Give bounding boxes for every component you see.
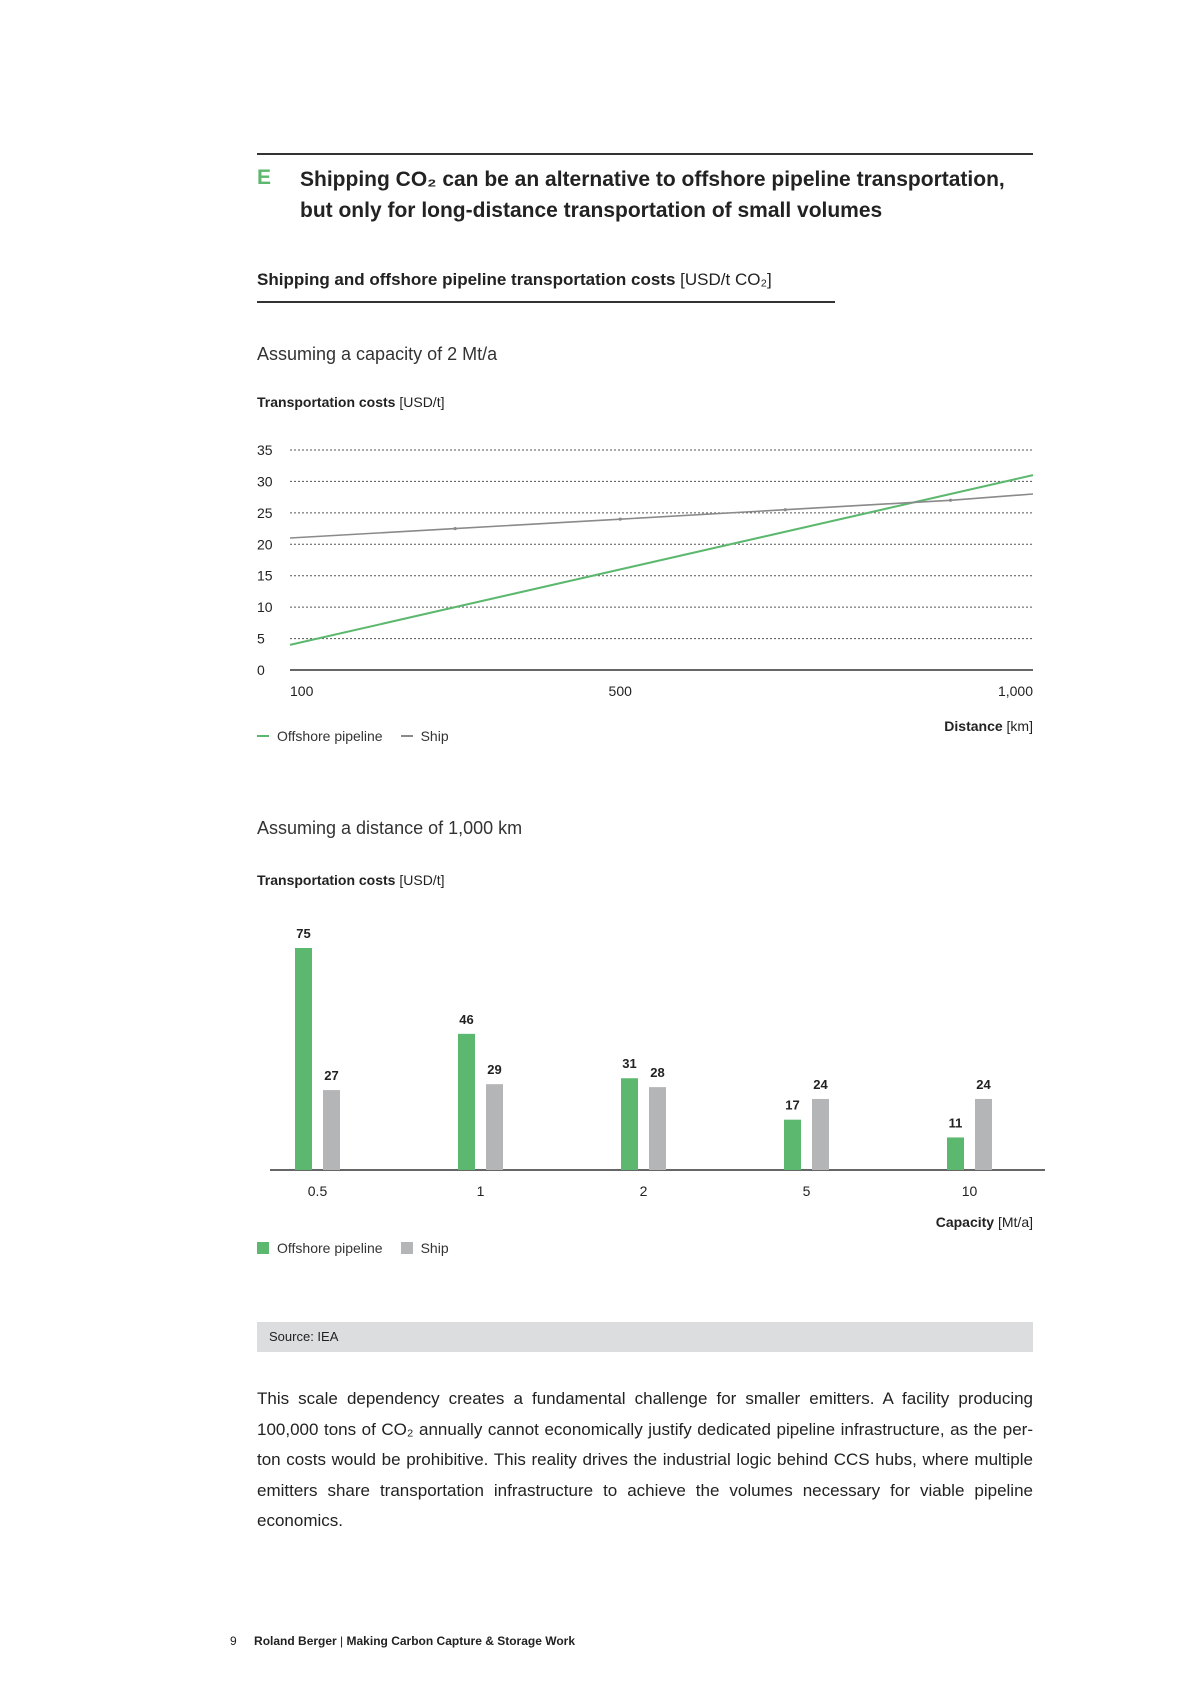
line-chart-ylabel-bold: Transportation costs	[257, 394, 396, 410]
footer-brand: Roland Berger	[254, 1634, 337, 1648]
source-text: Source: IEA	[269, 1329, 339, 1344]
chart-subtitle	[257, 270, 772, 290]
bar-chart-ylabel-bold: Transportation costs	[257, 872, 396, 888]
bar-ship	[812, 1099, 829, 1170]
section-label-distance: Assuming a distance of 1,000 km	[257, 818, 523, 838]
series-point-ship	[619, 518, 622, 521]
y-tick-label: 15	[257, 567, 273, 584]
line-chart-xlabel-unit: [km]	[1006, 718, 1033, 734]
line-chart	[0, 430, 1200, 730]
section-label-capacity: Assuming a capacity of 2 Mt/a	[257, 344, 498, 364]
legend-item-ship	[401, 1240, 449, 1256]
bar-ship	[975, 1099, 992, 1170]
x-tick-label: 500	[608, 683, 632, 699]
legend-label: Offshore pipeline	[277, 728, 383, 744]
legend-label: Ship	[420, 1240, 449, 1256]
bar-offshore-pipeline	[458, 1034, 475, 1170]
series-point-ship	[454, 527, 457, 530]
bar-chart-xlabel-unit: [Mt/a]	[997, 1214, 1033, 1230]
page-footer: 9 Roland Berger | Making Carbon Capture & Storage Work	[230, 1634, 575, 1648]
legend-swatch-grey	[401, 735, 413, 737]
line-chart-legend	[257, 728, 467, 744]
bar-value-label: 28	[650, 1065, 665, 1081]
legend-label: Ship	[420, 728, 449, 744]
series-point-ship	[949, 499, 952, 502]
legend-item-ship	[401, 728, 449, 744]
legend-swatch-green	[257, 1242, 269, 1254]
bar-value-label: 31	[622, 1056, 637, 1072]
line-chart-xlabel-bold: Distance	[944, 718, 1003, 734]
bar-ship	[486, 1084, 503, 1170]
legend-item-offshore-pipeline	[257, 1240, 383, 1256]
page-number: 9	[230, 1634, 237, 1648]
series-line-offshore-pipeline	[290, 475, 1033, 645]
subtitle-rule	[257, 301, 835, 303]
x-tick-label: 2	[639, 1183, 648, 1199]
top-rule	[257, 153, 1033, 155]
bar-ship	[323, 1090, 340, 1170]
bar-value-label: 24	[976, 1076, 991, 1092]
bar-value-label: 27	[324, 1068, 339, 1084]
bar-offshore-pipeline	[784, 1120, 801, 1170]
series-point-ship	[784, 508, 787, 511]
bar-value-label: 75	[296, 926, 311, 941]
source-box	[257, 1322, 1033, 1352]
bar-value-label: 24	[813, 1076, 828, 1092]
exhibit-title: Shipping CO₂ can be an alternative to offshore pipeline transportation, but only for long-distance transportation of small volumes	[300, 168, 1005, 222]
body-paragraph: This scale dependency creates a fundamental challenge for smaller emitters. A facility producing 100,000 tons of CO₂ annually cannot economically justify dedicated pipeline infrastructure, as the per-ton costs would be prohibitive. This reality drives the industrial logic behind CCS hubs, where multiple emitters share transportation infrastructure to achieve the volumes necessary for viable pipeline economics.	[257, 1389, 1033, 1530]
legend-item-offshore-pipeline	[257, 728, 383, 744]
x-tick-label: 5	[802, 1183, 811, 1199]
line-chart-ylabel	[257, 394, 444, 410]
bar-offshore-pipeline	[295, 948, 312, 1170]
legend-label: Offshore pipeline	[277, 1240, 383, 1256]
bar-ship	[649, 1087, 666, 1170]
bar-value-label: 11	[948, 1115, 963, 1131]
bar-offshore-pipeline	[947, 1137, 964, 1170]
y-tick-label: 20	[257, 536, 273, 553]
legend-swatch-grey	[401, 1242, 413, 1254]
line-chart-ylabel-unit: [USD/t]	[399, 394, 445, 410]
bar-chart-xlabel	[936, 1214, 1033, 1230]
bar-chart	[0, 915, 1200, 1205]
bar-offshore-pipeline	[621, 1078, 638, 1170]
bar-value-label: 46	[459, 1011, 474, 1027]
chart-subtitle-unit: [USD/t CO₂]	[680, 270, 772, 289]
bar-chart-legend	[257, 1240, 467, 1256]
x-tick-label: 100	[290, 683, 314, 699]
legend-swatch-green	[257, 735, 269, 737]
bar-chart-xlabel-bold: Capacity	[935, 1214, 995, 1230]
bar-chart-ylabel	[257, 872, 444, 888]
bar-chart-ylabel-unit: [USD/t]	[399, 872, 445, 888]
y-tick-label: 25	[257, 504, 273, 521]
line-chart-xlabel	[944, 718, 1033, 734]
x-tick-label: 0.5	[307, 1183, 328, 1199]
y-tick-label: 5	[257, 630, 265, 647]
x-tick-label: 10	[961, 1183, 978, 1199]
x-tick-label: 1,000	[997, 683, 1033, 699]
y-tick-label: 30	[257, 473, 273, 490]
y-tick-label: 35	[257, 442, 273, 458]
chart-subtitle-bold: Shipping and offshore pipeline transportation costs	[257, 270, 676, 289]
bar-value-label: 17	[785, 1097, 800, 1113]
bar-value-label: 29	[487, 1062, 502, 1078]
y-tick-label: 10	[257, 599, 273, 616]
y-tick-label: 0	[257, 662, 265, 678]
exhibit-letter: E	[257, 166, 272, 189]
footer-title: Making Carbon Capture & Storage Work	[346, 1634, 575, 1648]
x-tick-label: 1	[476, 1183, 485, 1199]
